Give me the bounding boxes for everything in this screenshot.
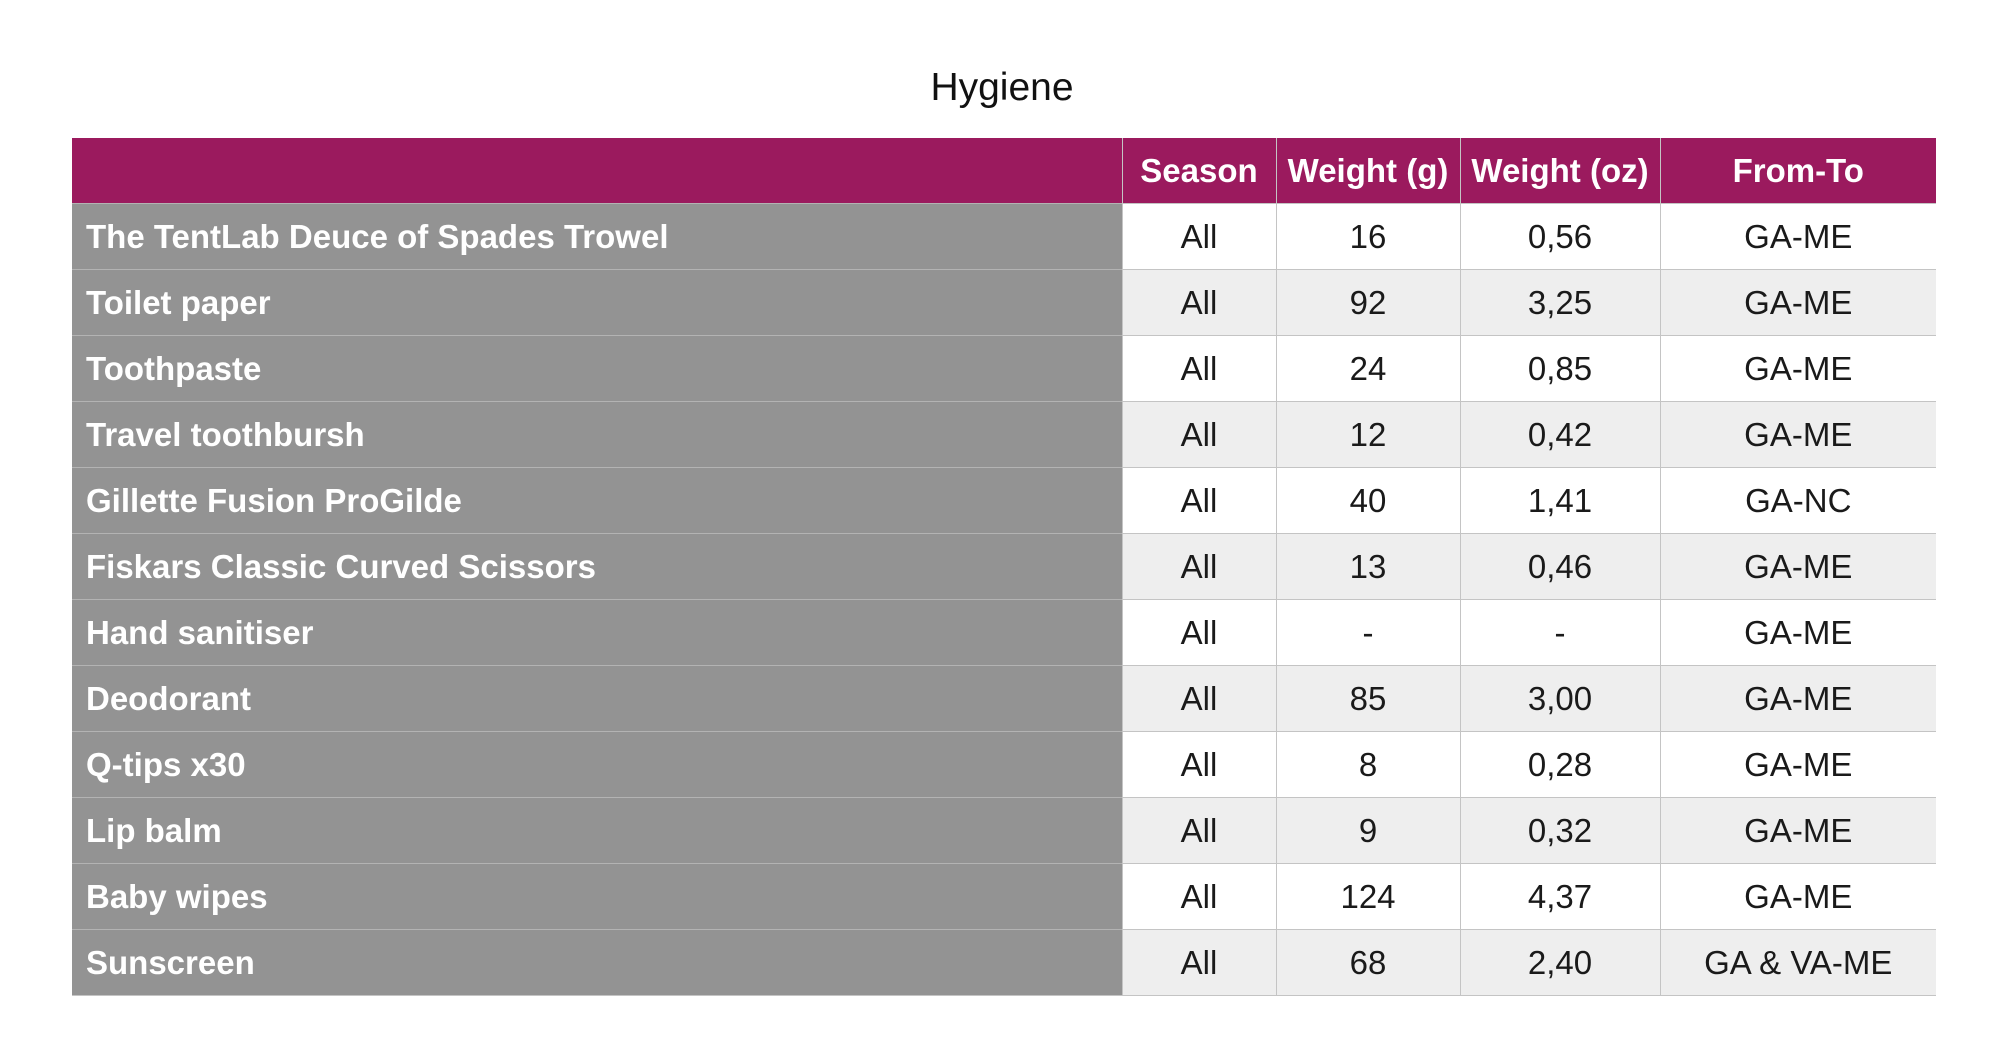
season-cell: All [1122,336,1276,402]
table-row [72,732,1936,798]
header-weight-g: Weight (g) [1276,138,1460,204]
weight-oz-cell: 2,40 [1460,930,1660,996]
table-row [72,204,1936,270]
season-cell: All [1122,930,1276,996]
item-name: Deodorant [72,666,1122,732]
table-row [72,600,1936,666]
weight-oz-cell: - [1460,600,1660,666]
season-cell: All [1122,270,1276,336]
item-name: Q-tips x30 [72,732,1122,798]
weight-g-cell: 13 [1276,534,1460,600]
from-to-cell: GA-ME [1660,600,1936,666]
season-cell: All [1122,864,1276,930]
table-title: Hygiene [930,66,1074,109]
table-row [72,534,1936,600]
table-row [72,864,1936,930]
item-name: Baby wipes [72,864,1122,930]
item-name: Travel toothbursh [72,402,1122,468]
item-name: Lip balm [72,798,1122,864]
hygiene-table [72,138,1936,996]
weight-oz-cell: 0,32 [1460,798,1660,864]
weight-oz-cell: 4,37 [1460,864,1660,930]
weight-g-cell: 12 [1276,402,1460,468]
table-row [72,798,1936,864]
season-cell: All [1122,798,1276,864]
weight-oz-cell: 1,41 [1460,468,1660,534]
from-to-cell: GA-ME [1660,732,1936,798]
season-cell: All [1122,468,1276,534]
from-to-cell: GA-ME [1660,666,1936,732]
item-name: Hand sanitiser [72,600,1122,666]
weight-oz-cell: 0,46 [1460,534,1660,600]
header-item [72,138,1122,204]
item-name: Toilet paper [72,270,1122,336]
header-row [72,138,1936,204]
weight-oz-cell: 3,25 [1460,270,1660,336]
table-row [72,402,1936,468]
season-cell: All [1122,732,1276,798]
table-row [72,930,1936,996]
season-cell: All [1122,600,1276,666]
weight-oz-cell: 0,42 [1460,402,1660,468]
weight-g-cell: 16 [1276,204,1460,270]
header-weight-oz: Weight (oz) [1460,138,1660,204]
from-to-cell: GA-ME [1660,798,1936,864]
table-row [72,336,1936,402]
weight-oz-cell: 0,28 [1460,732,1660,798]
season-cell: All [1122,204,1276,270]
season-cell: All [1122,402,1276,468]
table-body [72,204,1936,996]
weight-g-cell: 85 [1276,666,1460,732]
from-to-cell: GA-ME [1660,270,1936,336]
weight-g-cell: - [1276,600,1460,666]
from-to-cell: GA-ME [1660,534,1936,600]
season-cell: All [1122,534,1276,600]
item-name: Gillette Fusion ProGilde [72,468,1122,534]
from-to-cell: GA-ME [1660,336,1936,402]
weight-g-cell: 124 [1276,864,1460,930]
from-to-cell: GA-ME [1660,402,1936,468]
item-name: Fiskars Classic Curved Scissors [72,534,1122,600]
table-row [72,468,1936,534]
from-to-cell: GA-ME [1660,204,1936,270]
weight-oz-cell: 3,00 [1460,666,1660,732]
from-to-cell: GA & VA-ME [1660,930,1936,996]
weight-oz-cell: 0,85 [1460,336,1660,402]
table-row [72,666,1936,732]
weight-oz-cell: 0,56 [1460,204,1660,270]
season-cell: All [1122,666,1276,732]
weight-g-cell: 24 [1276,336,1460,402]
item-name: Sunscreen [72,930,1122,996]
from-to-cell: GA-NC [1660,468,1936,534]
item-name: Toothpaste [72,336,1122,402]
table-row [72,270,1936,336]
header-season: Season [1122,138,1276,204]
weight-g-cell: 8 [1276,732,1460,798]
header-from-to: From-To [1660,138,1936,204]
from-to-cell: GA-ME [1660,864,1936,930]
weight-g-cell: 40 [1276,468,1460,534]
weight-g-cell: 68 [1276,930,1460,996]
item-name: The TentLab Deuce of Spades Trowel [72,204,1122,270]
weight-g-cell: 9 [1276,798,1460,864]
weight-g-cell: 92 [1276,270,1460,336]
